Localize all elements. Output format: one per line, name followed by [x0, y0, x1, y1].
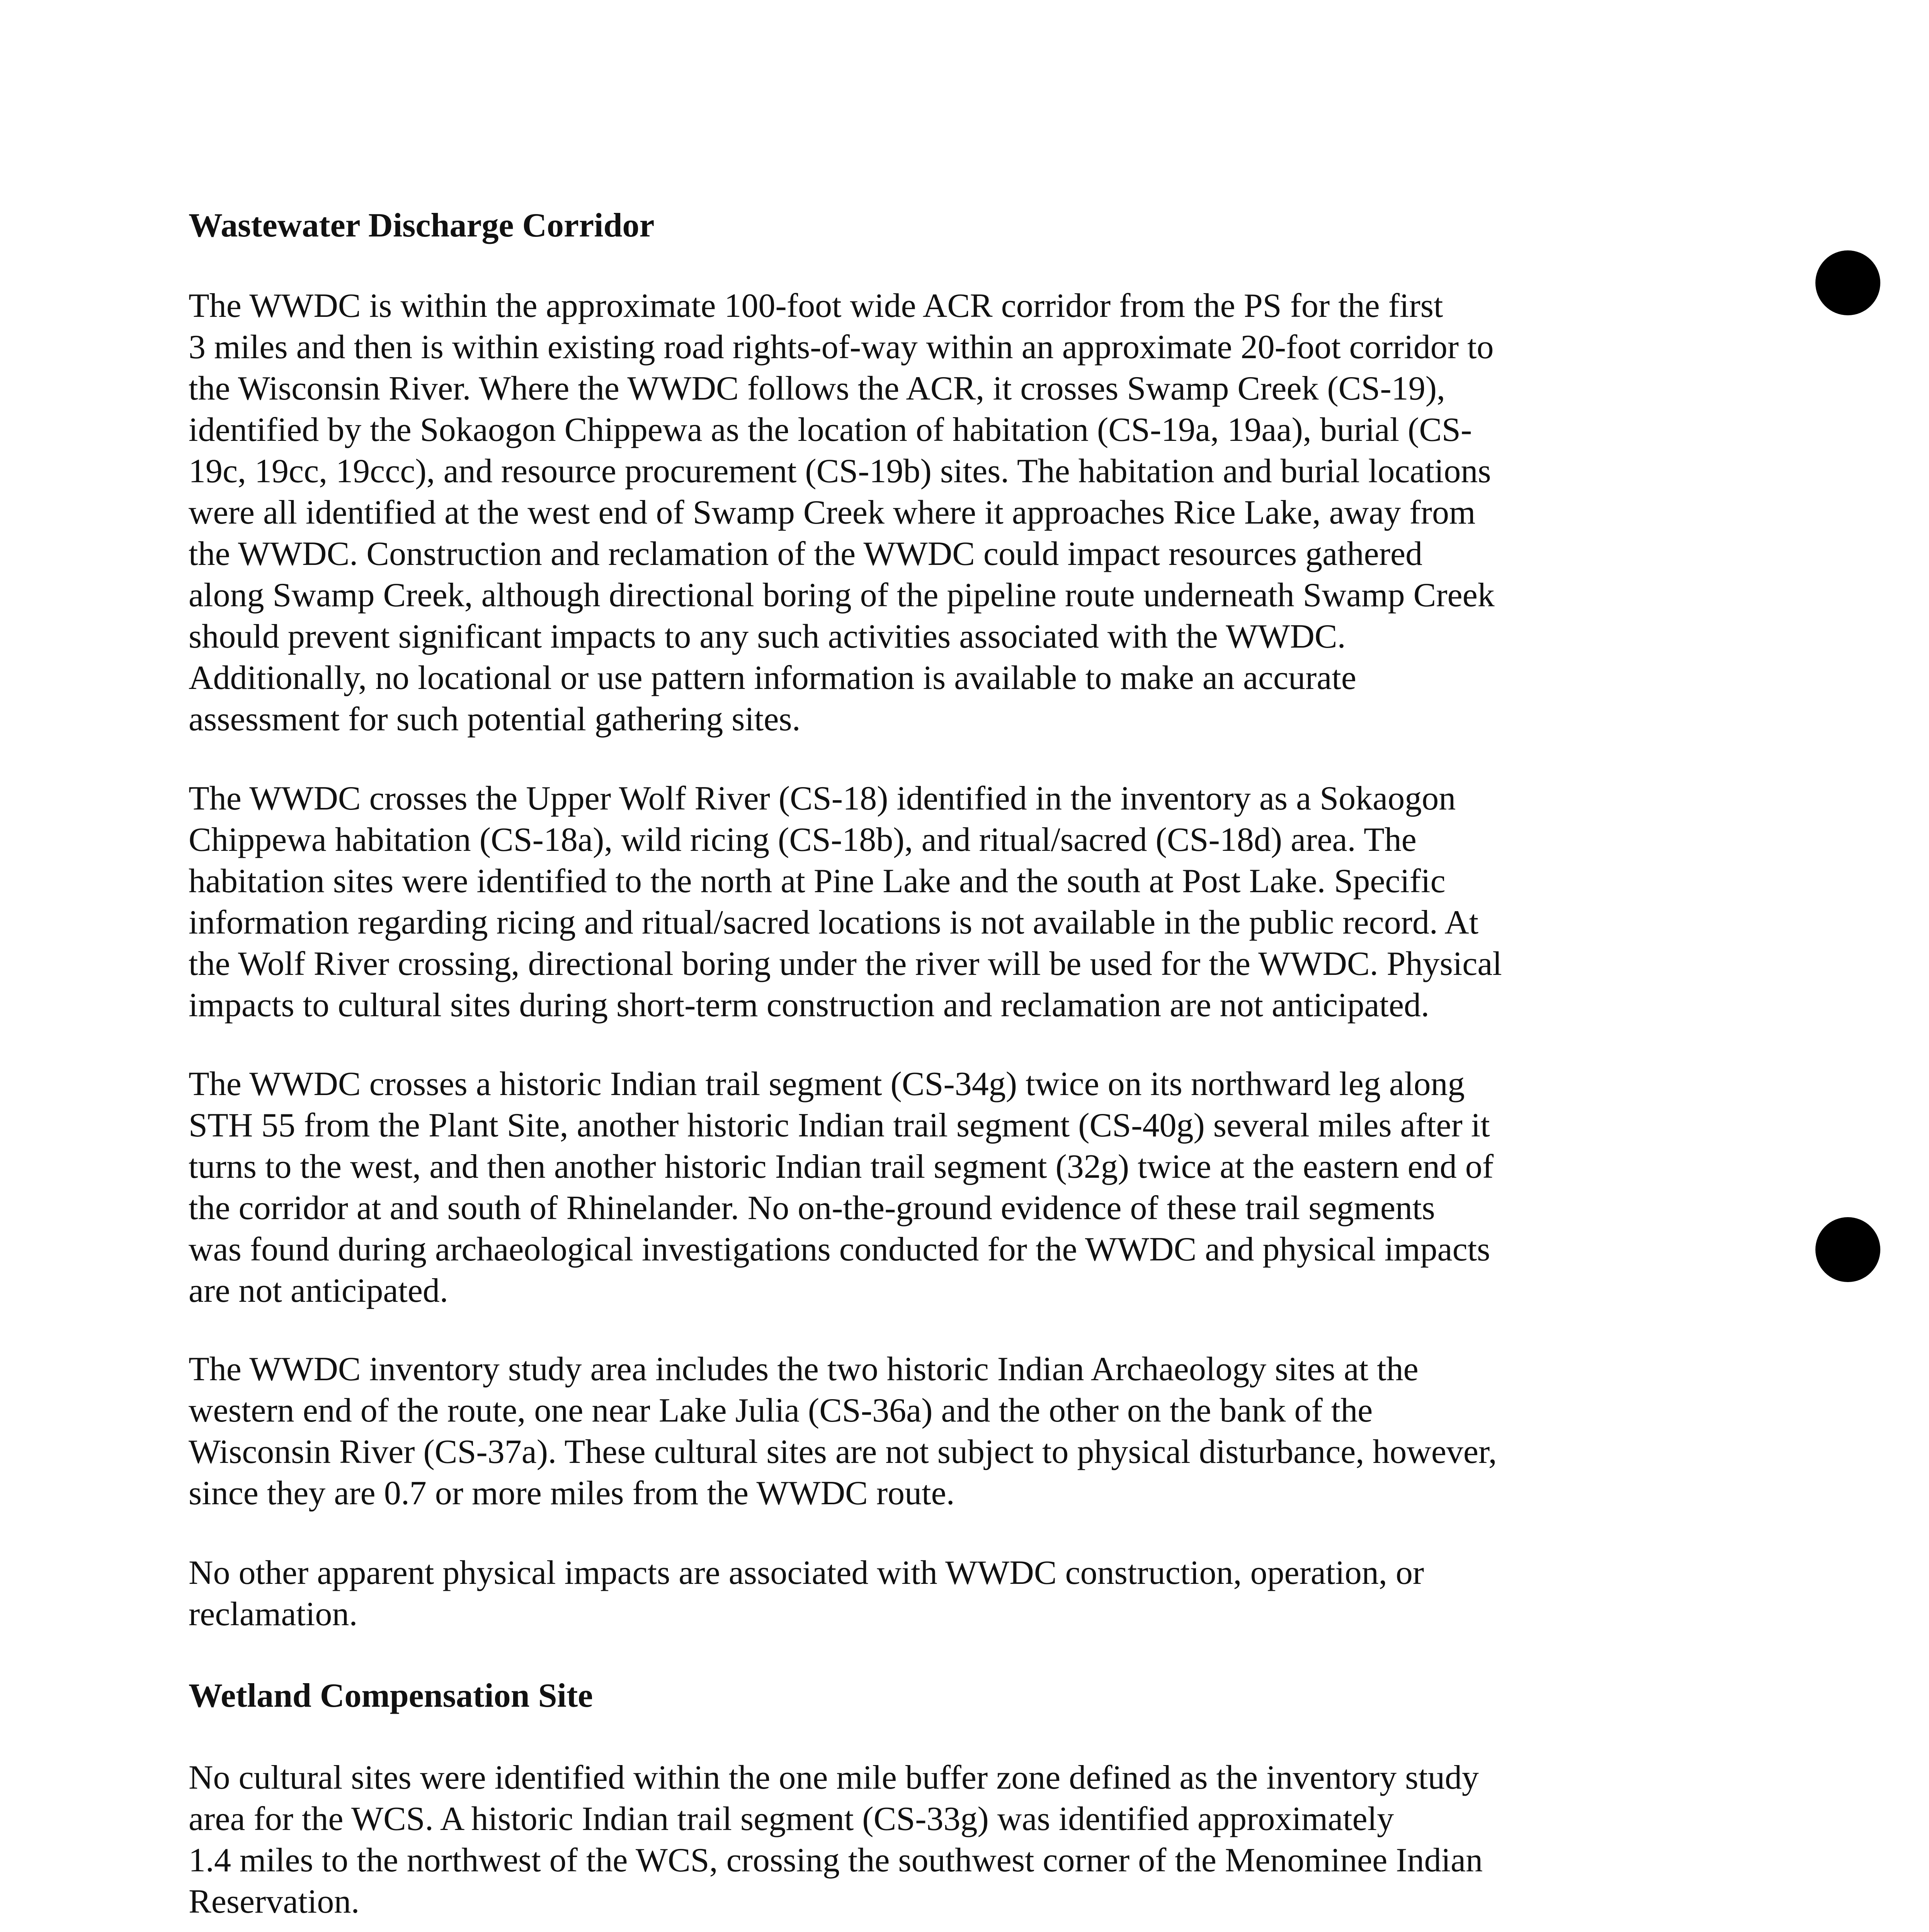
wwdc-paragraph-1: The WWDC is within the approximate 100-foot wide ACR corridor from the PS for the first 3 miles and then is within existing road rights-of-way within an approximate 20-foot corridor to the Wisconsin River. Where the WWDC follows the ACR, it crosses Swamp Creek (CS-19), identified by the Sokaogon Chippewa as the location of habitation (CS-19a, 19aa), burial (CS- 19c, 19cc, 19ccc), and resource procurement (CS-19b) sites. The habitation and burial locations were all identified at the west end of Swamp Creek where it approaches Rice Lake, away from the WWDC. Construction and reclamation of the WWDC could impact resources gathered along Swamp Creek, although directional boring of the pipeline route underneath Swamp Creek should prevent significant impacts to any such activities associated with the WWDC. Additionally, no locational or use pattern information is available to make an accurate assessment for such potential gathering sites. — [189, 287, 1495, 738]
wwdc-heading: Wastewater Discharge Corridor — [189, 207, 655, 244]
wwdc-paragraph-5: No other apparent physical impacts are associated with WWDC construction, operation, or reclamation. — [189, 1554, 1424, 1633]
wwdc-paragraph-2: The WWDC crosses the Upper Wolf River (CS-18) identified in the inventory as a Sokaogon Chippewa habitation (CS-18a), wild ricing (CS-18b), and ritual/sacred (CS-18d) area. The habitation sites were identified to the north at Pine Lake and the south at Post Lake. Specific information regarding ricing and ritual/sacred locations is not available in the public record. At the Wolf River crossing, directional boring under the river will be used for the WWDC. Physical impacts to cultural sites during short-term construction and reclamation are not anticipated. — [189, 780, 1502, 1024]
revision-marker-dot — [1815, 250, 1880, 315]
revision-marker-dot — [1815, 1217, 1880, 1282]
wwdc-paragraph-4: The WWDC inventory study area includes the two historic Indian Archaeology sites at the western end of the route, one near Lake Julia (CS-36a) and the other on the bank of the Wisconsin River (CS-37a). These cultural sites are not subject to physical disturbance, however, since they are 0.7 or more miles from the WWDC route. — [189, 1350, 1497, 1512]
wcs-heading: Wetland Compensation Site — [189, 1677, 593, 1714]
wwdc-paragraph-3: The WWDC crosses a historic Indian trail segment (CS-34g) twice on its northward leg along STH 55 from the Plant Site, another historic Indian trail segment (CS-40g) several miles after it turns to the west, and then another historic Indian trail segment (32g) twice at the eastern end of the corridor at and south of Rhinelander. No on-the-ground evidence of these trail segments was found during archaeological investigations conducted for the WWDC and physical impacts are not anticipated. — [189, 1065, 1494, 1310]
wcs-paragraph-1: No cultural sites were identified within the one mile buffer zone defined as the inventory study area for the WCS. A historic Indian trail segment (CS-33g) was identified approximately 1.4 miles to the northwest of the WCS, crossing the southwest corner of the Menominee Indian Reservation. — [189, 1759, 1483, 1920]
